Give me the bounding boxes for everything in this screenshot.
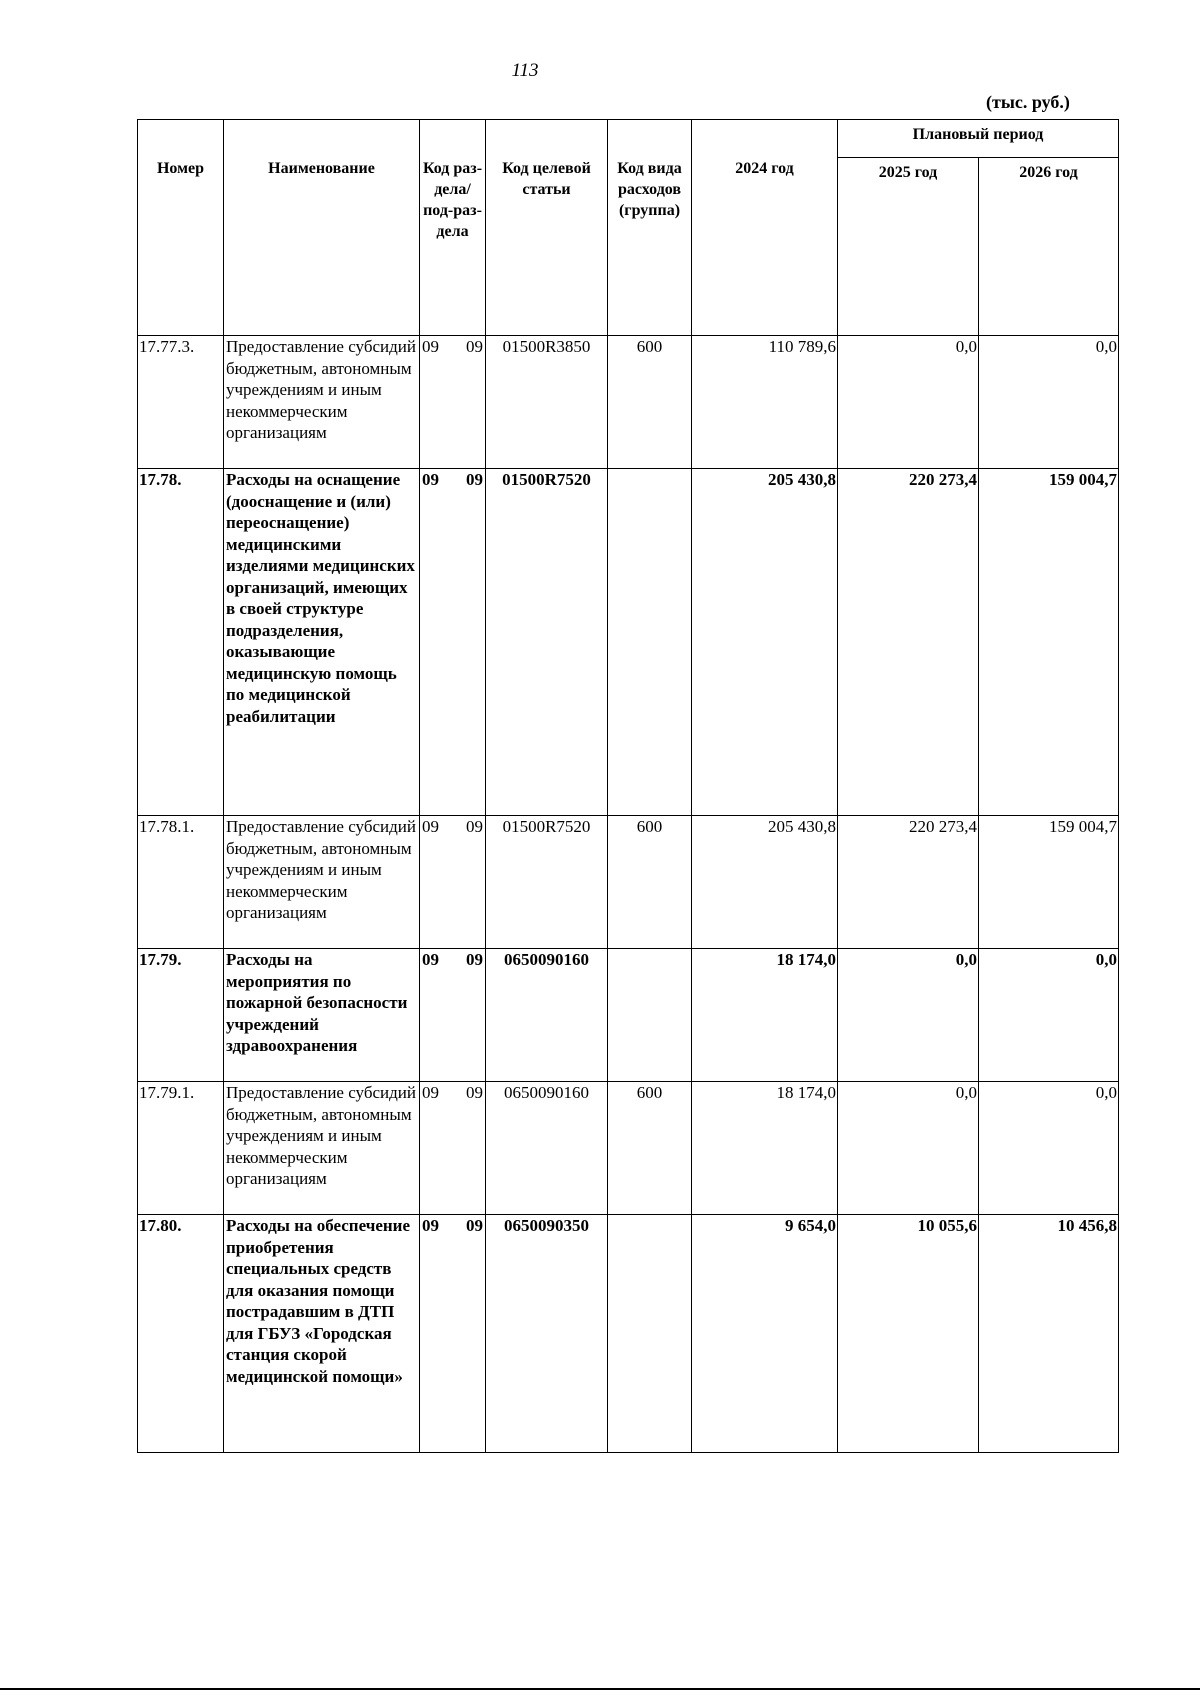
row-amount-2025: 220 273,4 (838, 816, 979, 949)
row-amount-2025: 0,0 (838, 949, 979, 1082)
row-name: Расходы на оснащение (дооснащение и (или) переоснащение) медицинскими изделиями медицинских организаций, имеющих в своей структуре подразделения, оказывающие медицинскую помощь по медицинской реабилитации (224, 469, 420, 816)
subsection-code: 09 (466, 950, 483, 969)
row-expense-type (608, 949, 692, 1082)
row-target-code: 01500R7520 (486, 816, 608, 949)
header-year-2024: 2024 год (692, 120, 838, 336)
row-amount-2026: 159 004,7 (979, 816, 1119, 949)
row-number: 17.79.1. (138, 1082, 224, 1215)
row-amount-2024: 110 789,6 (692, 336, 838, 469)
row-amount-2024: 205 430,8 (692, 816, 838, 949)
row-number: 17.78.1. (138, 816, 224, 949)
row-amount-2025: 220 273,4 (838, 469, 979, 816)
row-number: 17.77.3. (138, 336, 224, 469)
subsection-code: 09 (466, 337, 483, 356)
header-section: Код раз-дела/ под-раз-дела (420, 120, 486, 336)
table-header (138, 120, 1119, 336)
row-section-code (420, 949, 486, 1082)
row-amount-2024: 9 654,0 (692, 1215, 838, 1453)
row-amount-2026: 0,0 (979, 949, 1119, 1082)
row-amount-2026: 159 004,7 (979, 469, 1119, 816)
subsection-code: 09 (466, 1083, 483, 1102)
row-section-code (420, 1215, 486, 1453)
header-number: Номер (138, 120, 224, 336)
budget-table (137, 119, 1119, 1453)
row-amount-2025: 0,0 (838, 1082, 979, 1215)
table-row (138, 336, 1119, 469)
subsection-code: 09 (466, 817, 483, 836)
section-code: 09 (422, 337, 439, 356)
row-target-code: 01500R3850 (486, 336, 608, 469)
row-expense-type (608, 1215, 692, 1453)
row-section-code (420, 1082, 486, 1215)
units-label: (тыс. руб.) (986, 92, 1070, 112)
row-amount-2024: 18 174,0 (692, 949, 838, 1082)
table-row (138, 469, 1119, 816)
row-amount-2025: 0,0 (838, 336, 979, 469)
row-name: Расходы на обеспечение приобретения специальных средств для оказания помощи пострадавшим в ДТП для ГБУЗ «Городская станция скорой медицинской помощи» (224, 1215, 420, 1453)
subsection-code: 09 (466, 1216, 483, 1235)
table-row (138, 949, 1119, 1082)
header-expense-type: Код вида расходов (группа) (608, 120, 692, 336)
table-body (138, 336, 1119, 1453)
section-code: 09 (422, 1216, 439, 1235)
row-target-code: 0650090160 (486, 1082, 608, 1215)
row-section-code (420, 469, 486, 816)
row-expense-type: 600 (608, 816, 692, 949)
row-name: Предоставление субсидий бюджетным, автономным учреждениям и иным некоммерческим организациям (224, 336, 420, 469)
row-target-code: 01500R7520 (486, 469, 608, 816)
page-bottom-edge (0, 1688, 1200, 1690)
page-number: 113 (511, 60, 539, 81)
row-section-code (420, 336, 486, 469)
row-target-code: 0650090160 (486, 949, 608, 1082)
row-target-code: 0650090350 (486, 1215, 608, 1453)
row-number: 17.80. (138, 1215, 224, 1453)
row-expense-type (608, 469, 692, 816)
row-section-code (420, 816, 486, 949)
subsection-code: 09 (466, 470, 483, 489)
row-number: 17.79. (138, 949, 224, 1082)
section-code: 09 (422, 817, 439, 836)
table-row (138, 1082, 1119, 1215)
row-name: Предоставление субсидий бюджетным, автономным учреждениям и иным некоммерческим организациям (224, 816, 420, 949)
section-code: 09 (422, 1083, 439, 1102)
row-amount-2024: 18 174,0 (692, 1082, 838, 1215)
row-name: Расходы на мероприятия по пожарной безопасности учреждений здравоохранения (224, 949, 420, 1082)
section-code: 09 (422, 950, 439, 969)
row-amount-2026: 0,0 (979, 1082, 1119, 1215)
header-year-2025: 2025 год (838, 158, 979, 336)
table-row (138, 816, 1119, 949)
row-amount-2024: 205 430,8 (692, 469, 838, 816)
table-row (138, 1215, 1119, 1453)
row-number: 17.78. (138, 469, 224, 816)
row-amount-2025: 10 055,6 (838, 1215, 979, 1453)
row-amount-2026: 10 456,8 (979, 1215, 1119, 1453)
header-year-2026: 2026 год (979, 158, 1119, 336)
row-amount-2026: 0,0 (979, 336, 1119, 469)
header-planning-period: Плановый период (838, 120, 1119, 158)
row-expense-type: 600 (608, 336, 692, 469)
row-expense-type: 600 (608, 1082, 692, 1215)
header-target: Код целевой статьи (486, 120, 608, 336)
row-name: Предоставление субсидий бюджетным, автономным учреждениям и иным некоммерческим организациям (224, 1082, 420, 1215)
header-name: Наименование (224, 120, 420, 336)
section-code: 09 (422, 470, 439, 489)
